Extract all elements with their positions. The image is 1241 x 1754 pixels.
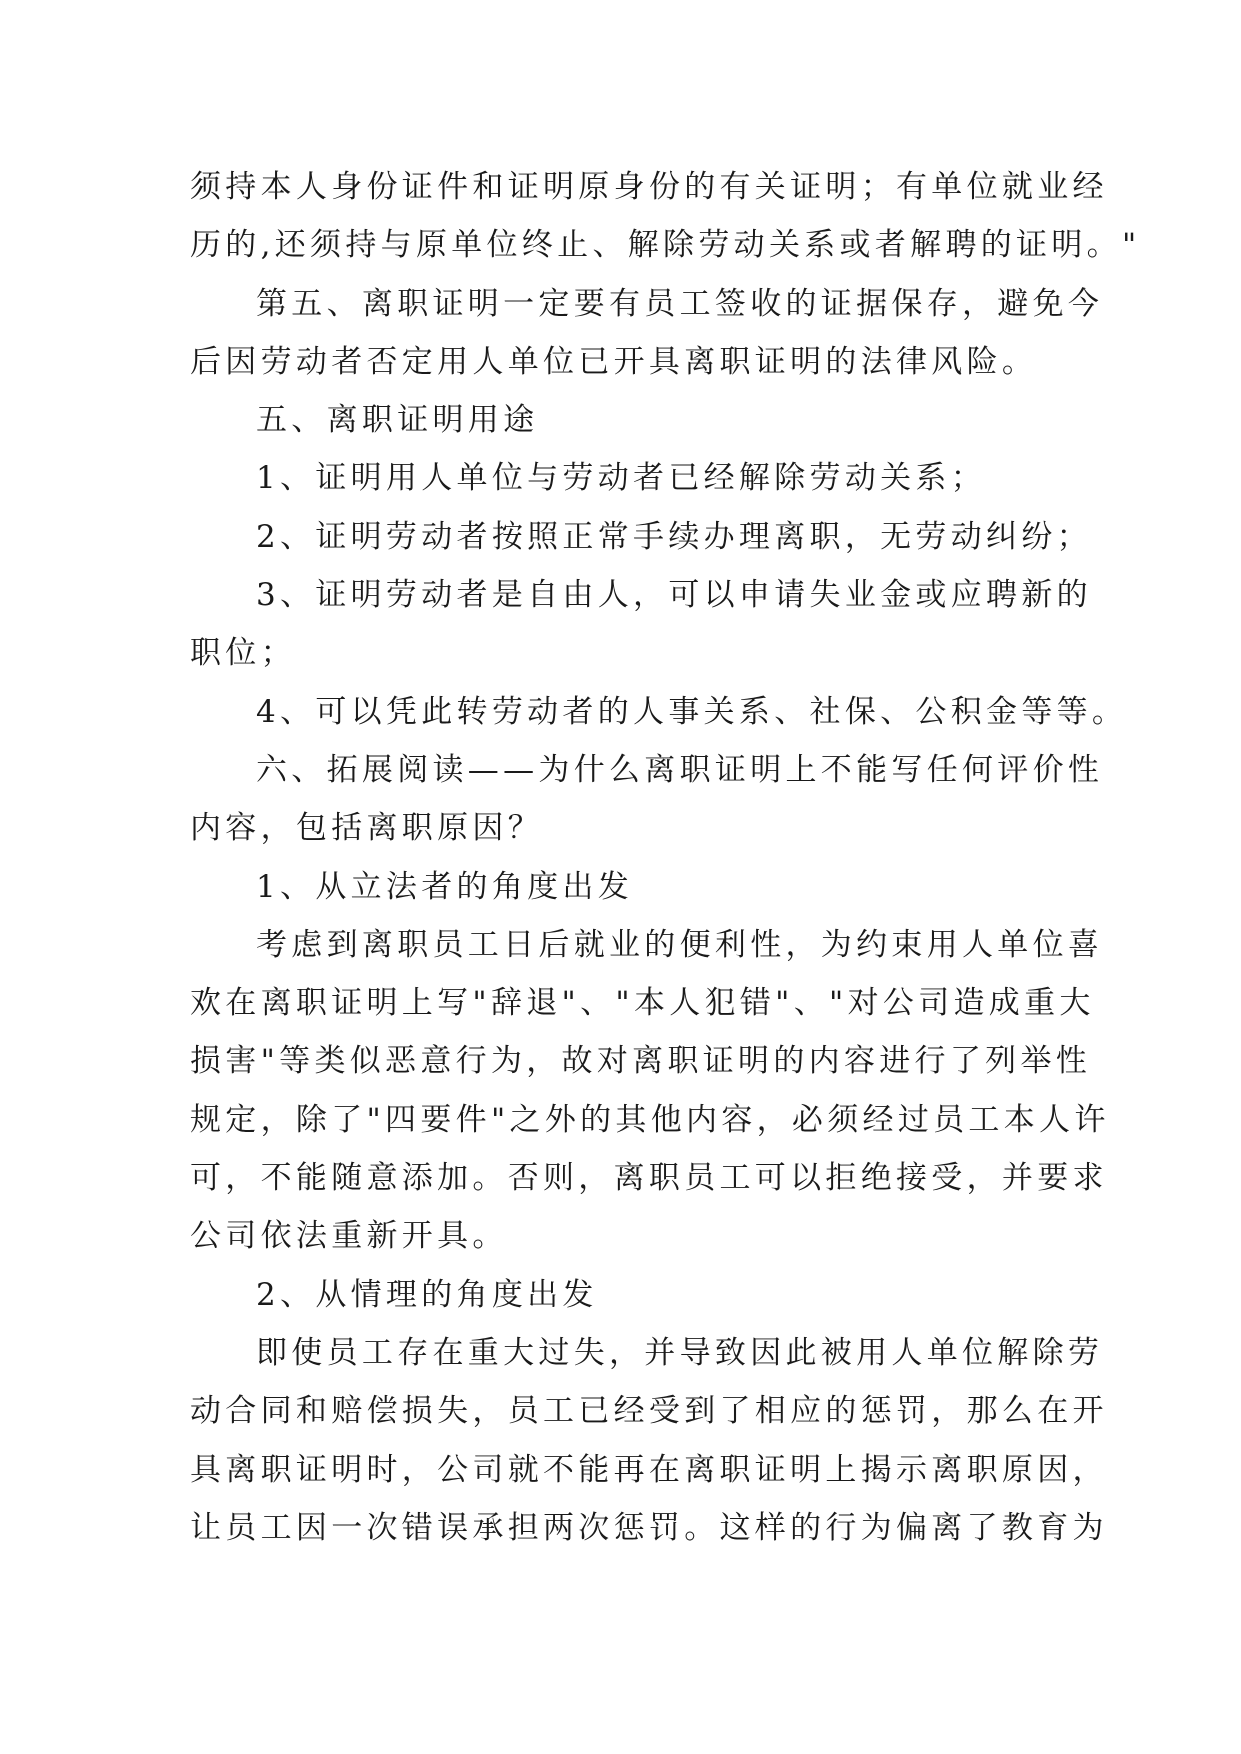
text-line: 历的,还须持与原单位终止、解除劳动关系或者解聘的证明。": [190, 227, 1141, 264]
list-item: 1、证明用人单位与劳动者已经解除劳动关系；: [256, 460, 987, 497]
text-line: 损害"等类似恶意行为，故对离职证明的内容进行了列举性: [190, 1043, 1092, 1080]
text-line: 须持本人身份证件和证明原身份的有关证明；有单位就业经: [190, 169, 1108, 205]
text-line: 后因劳动者否定用人单位已开具离职证明的法律风险。: [190, 343, 1038, 380]
subsection-heading: 2、从情理的角度出发: [256, 1276, 598, 1313]
text-line: 动合同和赔偿损失，员工已经受到了相应的惩罚，那么在开: [190, 1393, 1108, 1430]
text-line: 规定，除了"四要件"之外的其他内容，必须经过员工本人许: [190, 1101, 1110, 1138]
text-line: 欢在离职证明上写"辞退"、"本人犯错"、"对公司造成重大: [190, 985, 1095, 1022]
text-line: 第五、离职证明一定要有员工签收的证据保存，避免今: [256, 285, 1104, 322]
section-heading: 五、离职证明用途: [256, 402, 539, 439]
text-line: 公司依法重新开具。: [190, 1218, 508, 1255]
text-line: 即使员工存在重大过失，并导致因此被用人单位解除劳: [256, 1334, 1104, 1371]
text-line: 内容，包括离职原因？: [190, 810, 543, 847]
subsection-heading: 1、从立法者的角度出发: [256, 868, 634, 905]
text-line: 具离职证明时，公司就不能再在离职证明上揭示离职原因，: [190, 1451, 1108, 1488]
section-heading: 六、拓展阅读——为什么离职证明上不能写任何评价性: [256, 751, 1104, 788]
text-line: 考虑到离职员工日后就业的便利性，为约束用人单位喜: [256, 926, 1104, 963]
text-line: 让员工因一次错误承担两次惩罚。这样的行为偏离了教育为: [190, 1509, 1108, 1546]
text-line: 职位；: [190, 635, 296, 672]
list-item: 2、证明劳动者按照正常手续办理离职，无劳动纠纷；: [256, 518, 1092, 555]
list-item: 3、证明劳动者是自由人，可以申请失业金或应聘新的: [256, 577, 1092, 614]
document-body: [190, 158, 1141, 1557]
text-line: 可，不能随意添加。否则，离职员工可以拒绝接受，并要求: [190, 1160, 1108, 1197]
list-item: 4、可以凭此转劳动者的人事关系、社保、公积金等等。: [256, 693, 1128, 730]
